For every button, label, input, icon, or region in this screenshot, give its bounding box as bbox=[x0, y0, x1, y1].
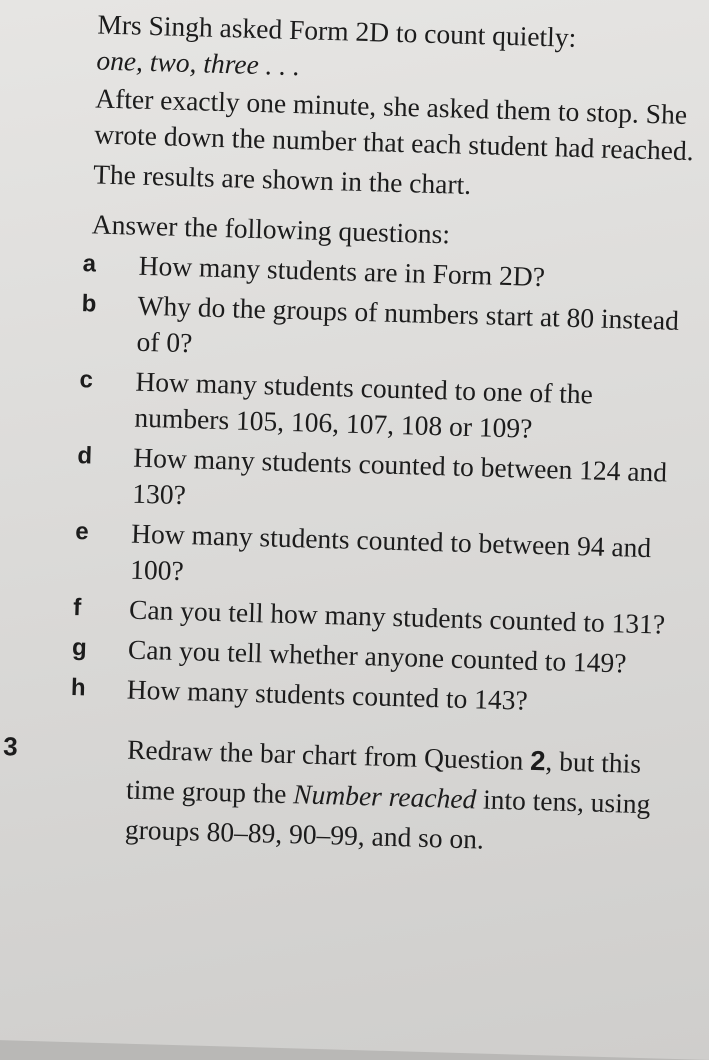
question-item bbox=[74, 514, 684, 603]
question-text: Why do the groups of numbers start at 80 instead of 0? bbox=[136, 289, 680, 359]
page-content bbox=[2, 6, 697, 864]
question-text: How many students counted to between 124 and 130? bbox=[131, 441, 668, 511]
question-item bbox=[80, 286, 690, 375]
number-reached-emphasis: Number reached bbox=[292, 778, 477, 815]
question-text: How many students are in Form 2D? bbox=[138, 249, 546, 293]
question-letter: e bbox=[74, 518, 90, 546]
question-letter: a bbox=[82, 250, 97, 278]
intro-line-2: After exactly one minute, she asked them to stop. She wrote down the number that each student had reached. bbox=[93, 82, 695, 167]
question-3-text-part1: Redraw the bar chart from Question bbox=[126, 733, 531, 776]
question-3 bbox=[2, 728, 677, 865]
question-3-text-part2: , but this time group the bbox=[125, 745, 642, 810]
question-letter: b bbox=[81, 290, 97, 318]
question-text: How many students counted to 143? bbox=[126, 673, 529, 716]
question-letter: d bbox=[77, 442, 93, 470]
question-reference: 2 bbox=[529, 744, 547, 777]
intro-line-3: The results are shown in the chart. bbox=[92, 158, 472, 200]
intro-line-1: Mrs Singh asked Form 2D to count quietly: bbox=[97, 8, 577, 53]
question-3-number: 3 bbox=[2, 731, 19, 762]
question-3-text-part3: into tens, using groups 80–89, 90–99, and so on. bbox=[124, 783, 651, 855]
question-text: How many students counted to between 94 and 100? bbox=[129, 517, 652, 587]
question-list bbox=[70, 246, 691, 723]
question-letter: c bbox=[79, 366, 94, 394]
question-item bbox=[78, 362, 688, 451]
question-text: How many students counted to one of the numbers 105, 106, 107, 108 or 109? bbox=[134, 365, 594, 444]
counting-text: one, two, three . . . bbox=[96, 44, 301, 82]
question-item bbox=[76, 438, 686, 527]
intro-line-4: Answer the following questions: bbox=[91, 208, 451, 250]
question-letter: h bbox=[70, 674, 86, 702]
question-text: Can you tell how many students counted to 131? bbox=[128, 593, 666, 640]
question-text: Can you tell whether anyone counted to 149? bbox=[127, 633, 627, 679]
question-letter: g bbox=[71, 634, 88, 662]
question-letter: f bbox=[72, 594, 82, 622]
intro-paragraph bbox=[96, 6, 698, 95]
